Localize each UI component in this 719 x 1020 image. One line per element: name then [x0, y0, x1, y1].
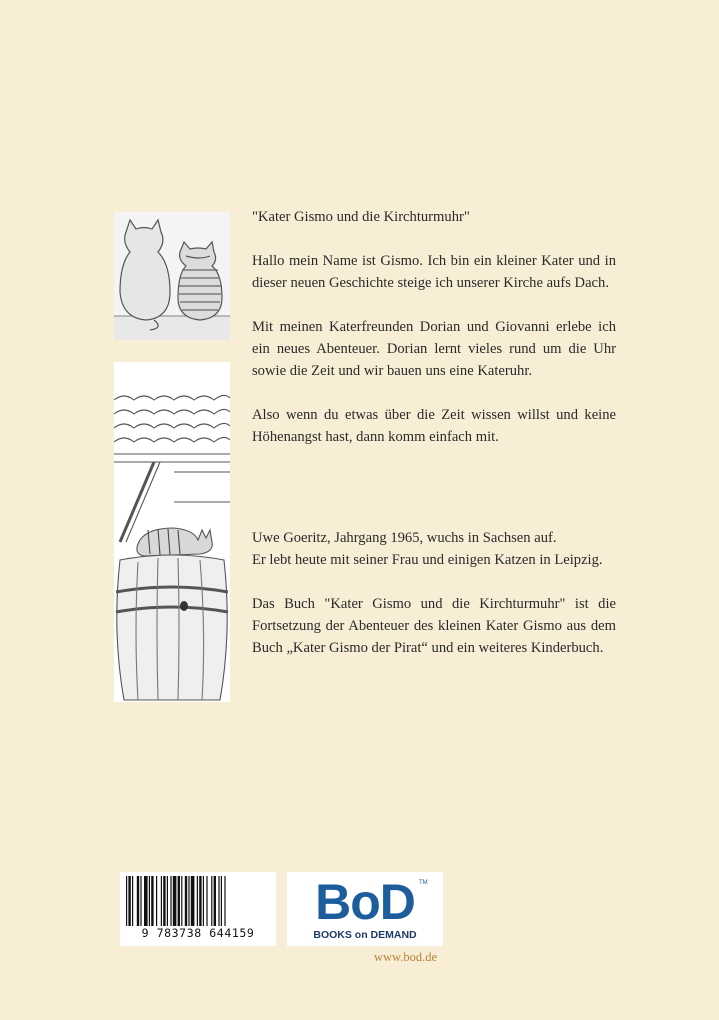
barcode-bar — [203, 876, 204, 926]
book-title-quote: "Kater Gismo und die Kirchturmuhr" — [252, 209, 470, 225]
author-section — [252, 527, 616, 681]
author-line-1: Uwe Goeritz, Jahrgang 1965, wuchs in Sachsen auf. — [252, 530, 557, 546]
barcode-bar — [170, 876, 171, 926]
barcode-bar — [132, 876, 133, 926]
barcode-bar — [197, 876, 198, 926]
barcode-bar — [137, 876, 139, 926]
barcode-bar — [156, 876, 157, 926]
barcode-bar — [211, 876, 212, 926]
blurb-paragraph-2: Mit meinen Katerfreunden Dorian und Giovanni erlebe ich ein neues Abenteuer. Dorian lernt vieles rund um die Uhr sowie die Zeit und wir bauen uns eine Kateruhr. — [252, 319, 616, 379]
barcode-bars — [126, 876, 270, 926]
barcode-bar — [191, 876, 195, 926]
barcode-bar — [167, 876, 168, 926]
barcode-bar — [178, 876, 180, 926]
blurb-paragraph-1: Hallo mein Name ist Gismo. Ich bin ein kleiner Kater und in dieser neuen Geschichte steige ich unserer Kirche aufs Dach. — [252, 253, 616, 291]
publisher-logo — [287, 872, 443, 946]
publisher-tagline: BOOKS on DEMAND — [313, 929, 417, 941]
barcode-bar — [206, 876, 207, 926]
barcode-bar — [224, 876, 225, 926]
barcode-bar — [149, 876, 150, 926]
trademark-mark: TM — [419, 880, 428, 886]
publisher-url[interactable]: www.bod.de — [374, 950, 438, 964]
barcode-bar — [161, 876, 162, 926]
blurb-section — [252, 206, 616, 470]
barcode-bar — [218, 876, 219, 926]
barcode-bar — [181, 876, 182, 926]
barcode-bar — [173, 876, 177, 926]
blurb-paragraph-3: Also wenn du etwas über die Zeit wissen willst und keine Höhenangst hast, dann komm einfach mit. — [252, 407, 616, 445]
barcode-bar — [128, 876, 130, 926]
author-paragraph: Das Buch "Kater Gismo und die Kirchturmuhr" ist die Fortsetzung der Abenteuer des kleinen Kater Gismo aus dem Buch „Kater Gismo der Pirat“ und ein weiteres Kinderbuch. — [252, 596, 616, 656]
barcode-bar — [221, 876, 222, 926]
isbn-digits: 9 783738 644159 — [141, 926, 255, 940]
barcode-bar — [140, 876, 141, 926]
barcode-bar — [144, 876, 148, 926]
barcode-bar — [214, 876, 216, 926]
barcode-bar — [126, 876, 127, 926]
barcode-bar — [185, 876, 187, 926]
barcode-bar — [163, 876, 165, 926]
author-line-2: Er lebt heute mit seiner Frau und einigen Katzen in Leipzig. — [252, 552, 603, 568]
cats-illustration — [114, 212, 230, 340]
barcode-bar — [199, 876, 201, 926]
barrel-cat-illustration — [114, 362, 230, 702]
barcode-bar — [188, 876, 189, 926]
barcode-bar — [151, 876, 153, 926]
isbn-barcode — [120, 872, 276, 946]
bod-logo-text: BoD — [315, 874, 415, 930]
